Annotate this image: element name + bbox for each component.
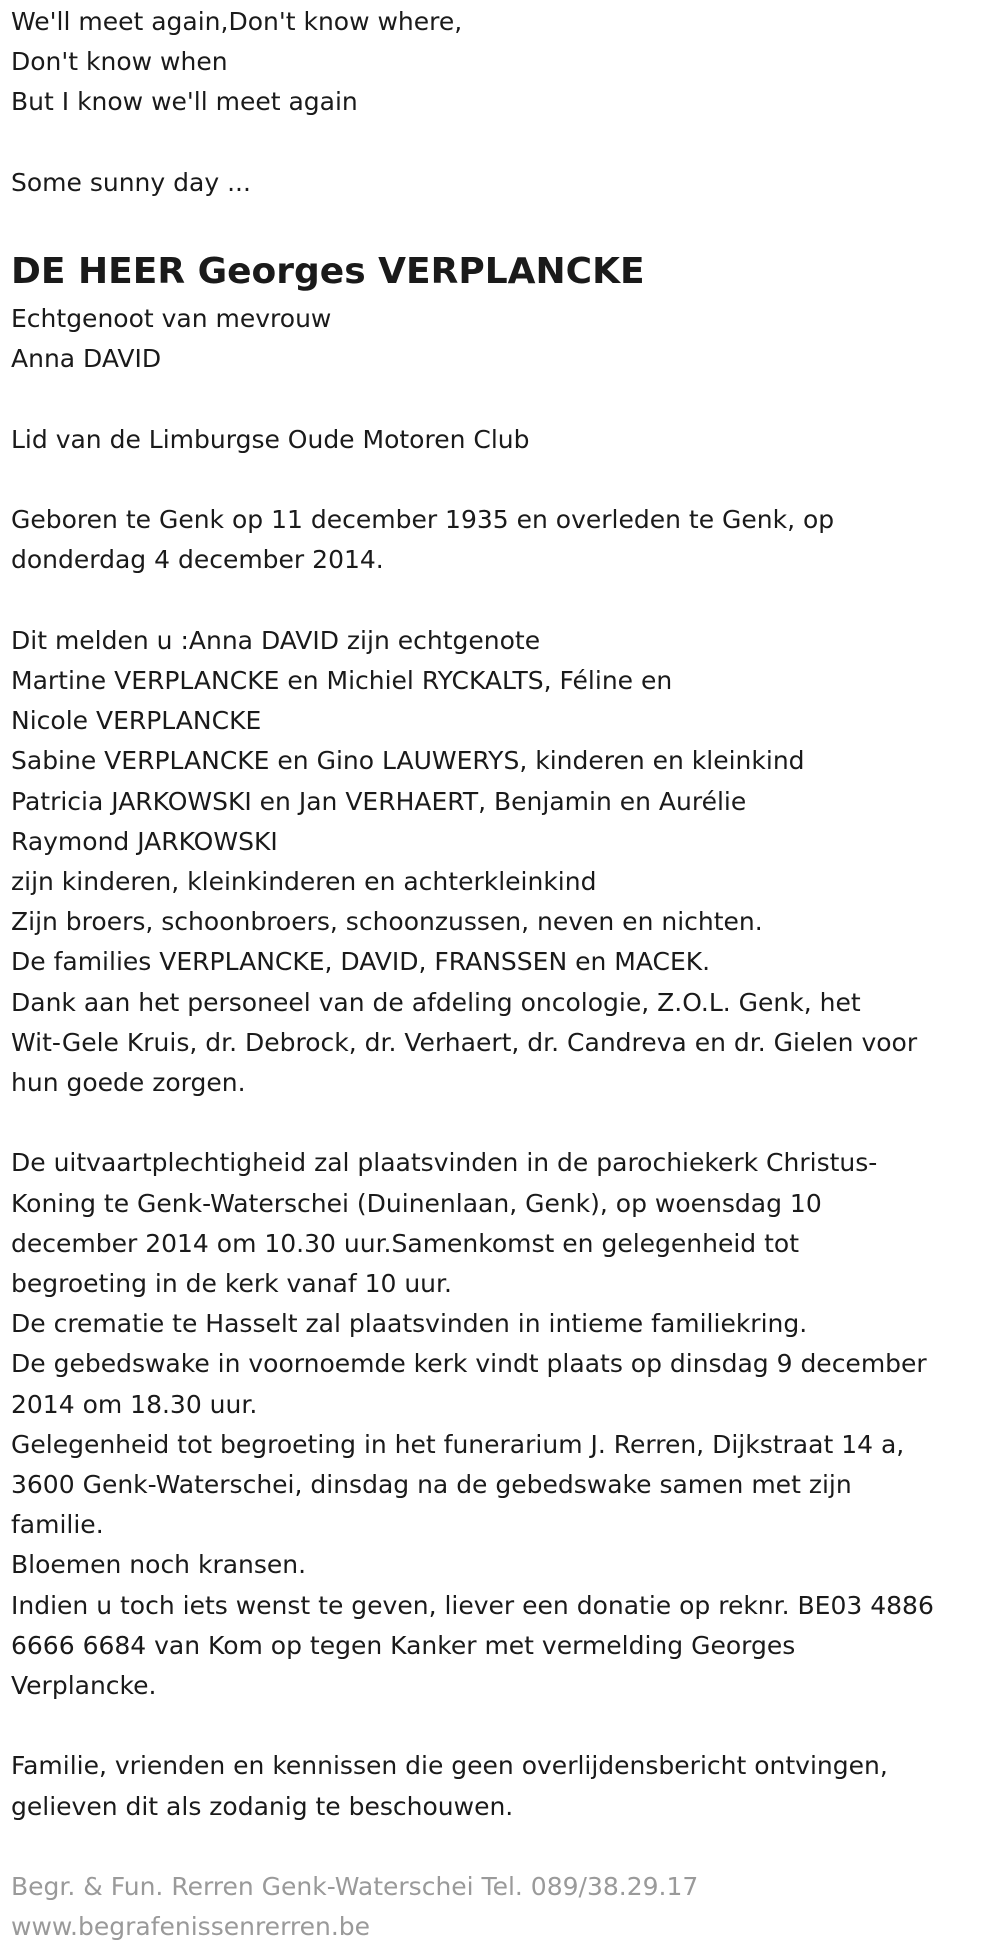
mourner-line: Dit melden u :Anna DAVID zijn echtgenote: [11, 625, 541, 655]
mourner-line: Raymond JARKOWSKI: [11, 826, 278, 856]
ceremony-line: 3600 Genk-Waterschei, dinsdag na de gebedswake samen met zijn: [11, 1470, 852, 1500]
ceremony-line: 2014 om 18.30 uur.: [11, 1389, 258, 1419]
spouse-line: Echtgenoot van mevrouw: [11, 304, 332, 334]
spouse-line: Anna DAVID: [11, 344, 162, 374]
spacer: [11, 460, 980, 500]
mourners-list: [11, 621, 980, 1103]
ceremony-line: De uitvaartplechtigheid zal plaatsvinden in de parochiekerk Christus-: [11, 1148, 878, 1178]
ceremony-line: familie.: [11, 1510, 104, 1540]
mourner-line: Sabine VERPLANCKE en Gino LAUWERYS, kinderen en kleinkind: [11, 746, 805, 776]
ceremony-line: Koning te Genk-Waterschei (Duinenlaan, Genk), op woensdag 10: [11, 1188, 822, 1218]
mourner-line: Dank aan het personeel van de afdeling oncologie, Z.O.L. Genk, het: [11, 987, 861, 1017]
mourner-line: Nicole VERPLANCKE: [11, 706, 262, 736]
spacer: [11, 581, 980, 621]
ceremony-line: Bloemen noch kransen.: [11, 1550, 307, 1580]
mourner-line: Patricia JARKOWSKI en Jan VERHAERT, Benjamin en Aurélie: [11, 786, 747, 816]
ceremony-line: De gebedswake in voornoemde kerk vindt plaats op dinsdag 9 december: [11, 1349, 927, 1379]
closing-line: Familie, vrienden en kennissen die geen overlijdensbericht ontvingen,: [11, 1751, 888, 1781]
closing-line: gelieven dit als zodanig te beschouwen.: [11, 1791, 514, 1821]
spacer: [11, 1103, 980, 1143]
mourner-line: Martine VERPLANCKE en Michiel RYCKALTS, Féline en: [11, 665, 673, 695]
ceremony-line: De crematie te Hasselt zal plaatsvinden in intieme familiekring.: [11, 1309, 808, 1339]
ceremony-line: Indien u toch iets wenst te geven, liever een donatie op reknr. BE03 4886: [11, 1590, 934, 1620]
spacer: [11, 380, 980, 420]
ceremony-line: december 2014 om 10.30 uur.Samenkomst en gelegenheid tot: [11, 1228, 800, 1258]
life-line: Geboren te Genk op 11 december 1935 en overleden te Genk, op: [11, 505, 835, 535]
mourner-line: Zijn broers, schoonbroers, schoonzussen, neven en nichten.: [11, 907, 763, 937]
poem-line: But I know we'll meet again: [11, 87, 358, 117]
poem-line: Some sunny day ...: [11, 167, 251, 197]
ceremony-details: [11, 1143, 980, 1706]
ceremony-line: begroeting in de kerk vanaf 10 uur.: [11, 1269, 452, 1298]
mourner-line: zijn kinderen, kleinkinderen en achterkleinkind: [11, 866, 597, 896]
deceased-name: DE HEER Georges VERPLANCKE: [11, 251, 645, 293]
mourner-line: hun goede zorgen.: [11, 1068, 246, 1097]
ceremony-line: 6666 6684 van Kom op tegen Kanker met vermelding Georges: [11, 1630, 796, 1660]
mourner-line: Wit-Gele Kruis, dr. Debrock, dr. Verhaert, dr. Candreva en dr. Gielen voor: [11, 1027, 918, 1057]
poem-line: Don't know when: [11, 47, 228, 77]
spacer: [11, 1827, 980, 1867]
funeral-home-website: www.begrafenissenrerren.be: [11, 1912, 371, 1942]
poem-line: We'll meet again,Don't know where,: [11, 7, 463, 36]
spouse-block: [11, 299, 980, 379]
life-dates: [11, 500, 980, 580]
spacer: [11, 123, 980, 163]
mourner-line: De families VERPLANCKE, DAVID, FRANSSEN en MACEK.: [11, 947, 711, 977]
poem: [11, 2, 980, 203]
ceremony-line: Verplancke.: [11, 1671, 157, 1701]
life-line: donderdag 4 december 2014.: [11, 545, 384, 575]
membership: Lid van de Limburgse Oude Motoren Club: [11, 424, 530, 454]
ceremony-line: Gelegenheid tot begroeting in het funerarium J. Rerren, Dijkstraat 14 a,: [11, 1429, 905, 1459]
spacer: [11, 1706, 980, 1746]
funeral-home-contact: Begr. & Fun. Rerren Genk-Waterschei Tel. 089/38.29.17: [11, 1872, 699, 1902]
closing-note: [11, 1746, 980, 1826]
spacer: [11, 203, 980, 243]
funeral-home-footer: [11, 1867, 980, 1947]
